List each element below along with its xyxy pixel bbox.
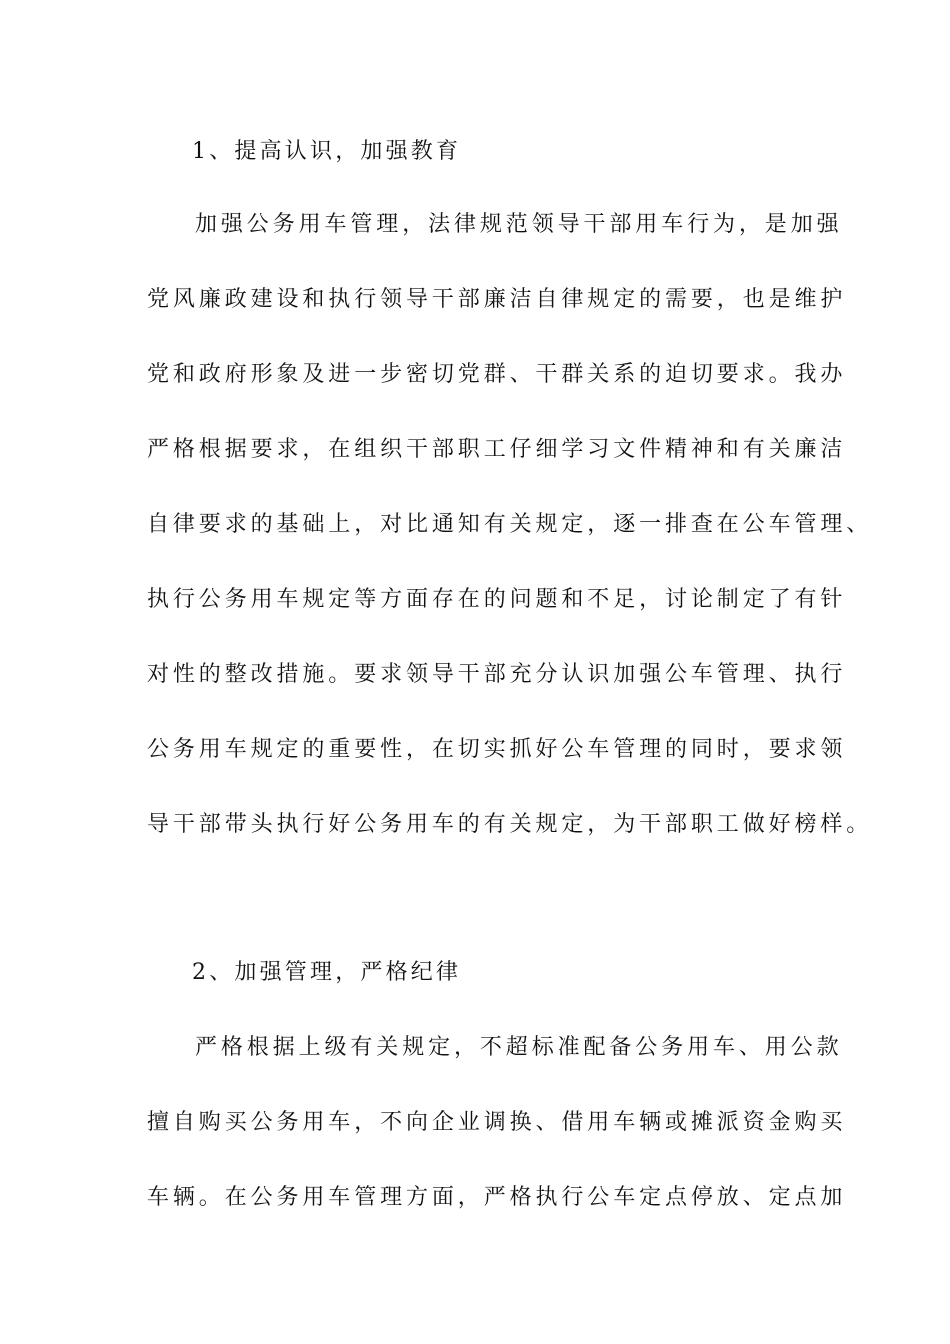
section-2-line-1: 严格根据上级有关规定，不超标准配备公务用车、用公款	[195, 1035, 843, 1060]
section-1-line-1: 加强公务用车管理，法律规范领导干部用车行为，是加强	[195, 212, 843, 237]
section-1-line-8: 公务用车规定的重要性，在切实抓好公车管理的同时，要求领	[147, 737, 847, 762]
section-1-line-7: 对性的整改措施。要求领导干部充分认识加强公车管理、执行	[147, 662, 847, 687]
section-1-line-2: 党风廉政建设和执行领导干部廉洁自律规定的需要，也是维护	[147, 287, 847, 312]
section-1-line-4: 严格根据要求，在组织干部职工仔细学习文件精神和有关廉洁	[147, 437, 847, 462]
section-1-heading: 1、提高认识，加强教育	[192, 139, 462, 164]
section-1-line-9: 导干部带头执行好公务用车的有关规定，为干部职工做好榜样。	[147, 812, 873, 837]
section-1-line-3: 党和政府形象及进一步密切党群、干群关系的迫切要求。我办	[147, 362, 847, 387]
section-2-line-2: 擅自购买公务用车，不向企业调换、借用车辆或摊派资金购买	[147, 1110, 847, 1135]
section-1-line-5: 自律要求的基础上，对比通知有关规定，逐一排查在公车管理、	[147, 512, 873, 537]
section-2-heading: 2、加强管理，严格纪律	[192, 960, 462, 985]
section-2-line-3: 车辆。在公务用车管理方面，严格执行公车定点停放、定点加	[147, 1185, 847, 1210]
section-1-line-6: 执行公务用车规定等方面存在的问题和不足，讨论制定了有针	[147, 587, 847, 612]
